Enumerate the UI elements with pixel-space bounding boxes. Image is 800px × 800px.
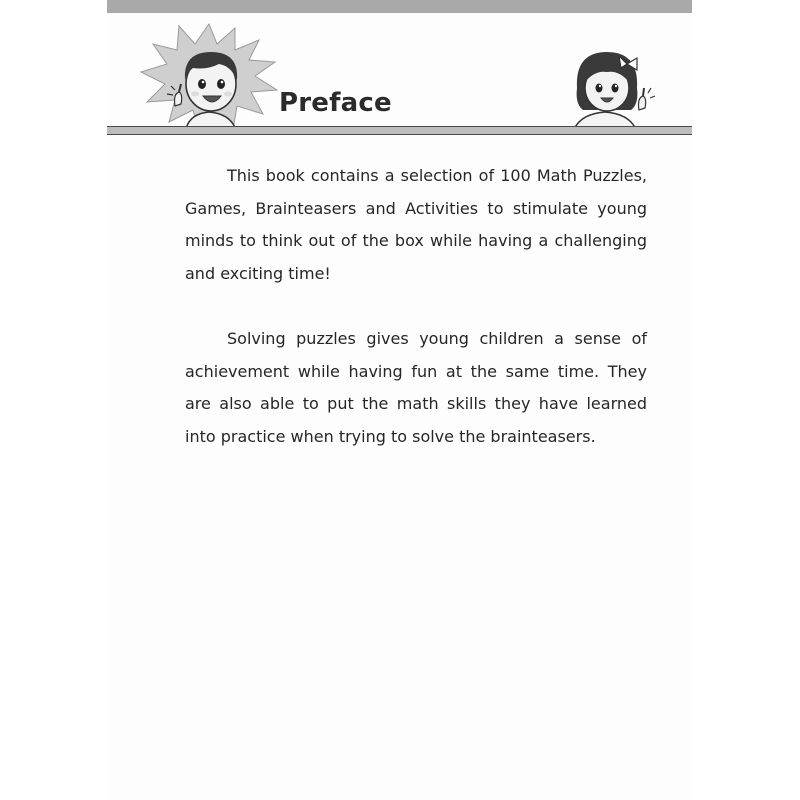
book-page — [107, 0, 692, 800]
boy-character-icon — [137, 22, 282, 134]
girl-character-icon — [565, 44, 660, 132]
top-bar — [107, 0, 692, 13]
preface-text — [185, 160, 647, 486]
header-divider — [107, 126, 692, 135]
paragraph: This book contains a selection of 100 Math Puzzles, Games, Brainteasers and Activities to stimulate young minds to think out of the box while having a challenging and exciting time! — [185, 166, 647, 284]
paragraph: Solving puzzles gives young children a sense of achievement while having fun at the same time. They are also able to put the math skills they have learned into practice when trying to solve the brainteasers. — [185, 328, 647, 446]
page-title: Preface — [279, 88, 392, 118]
